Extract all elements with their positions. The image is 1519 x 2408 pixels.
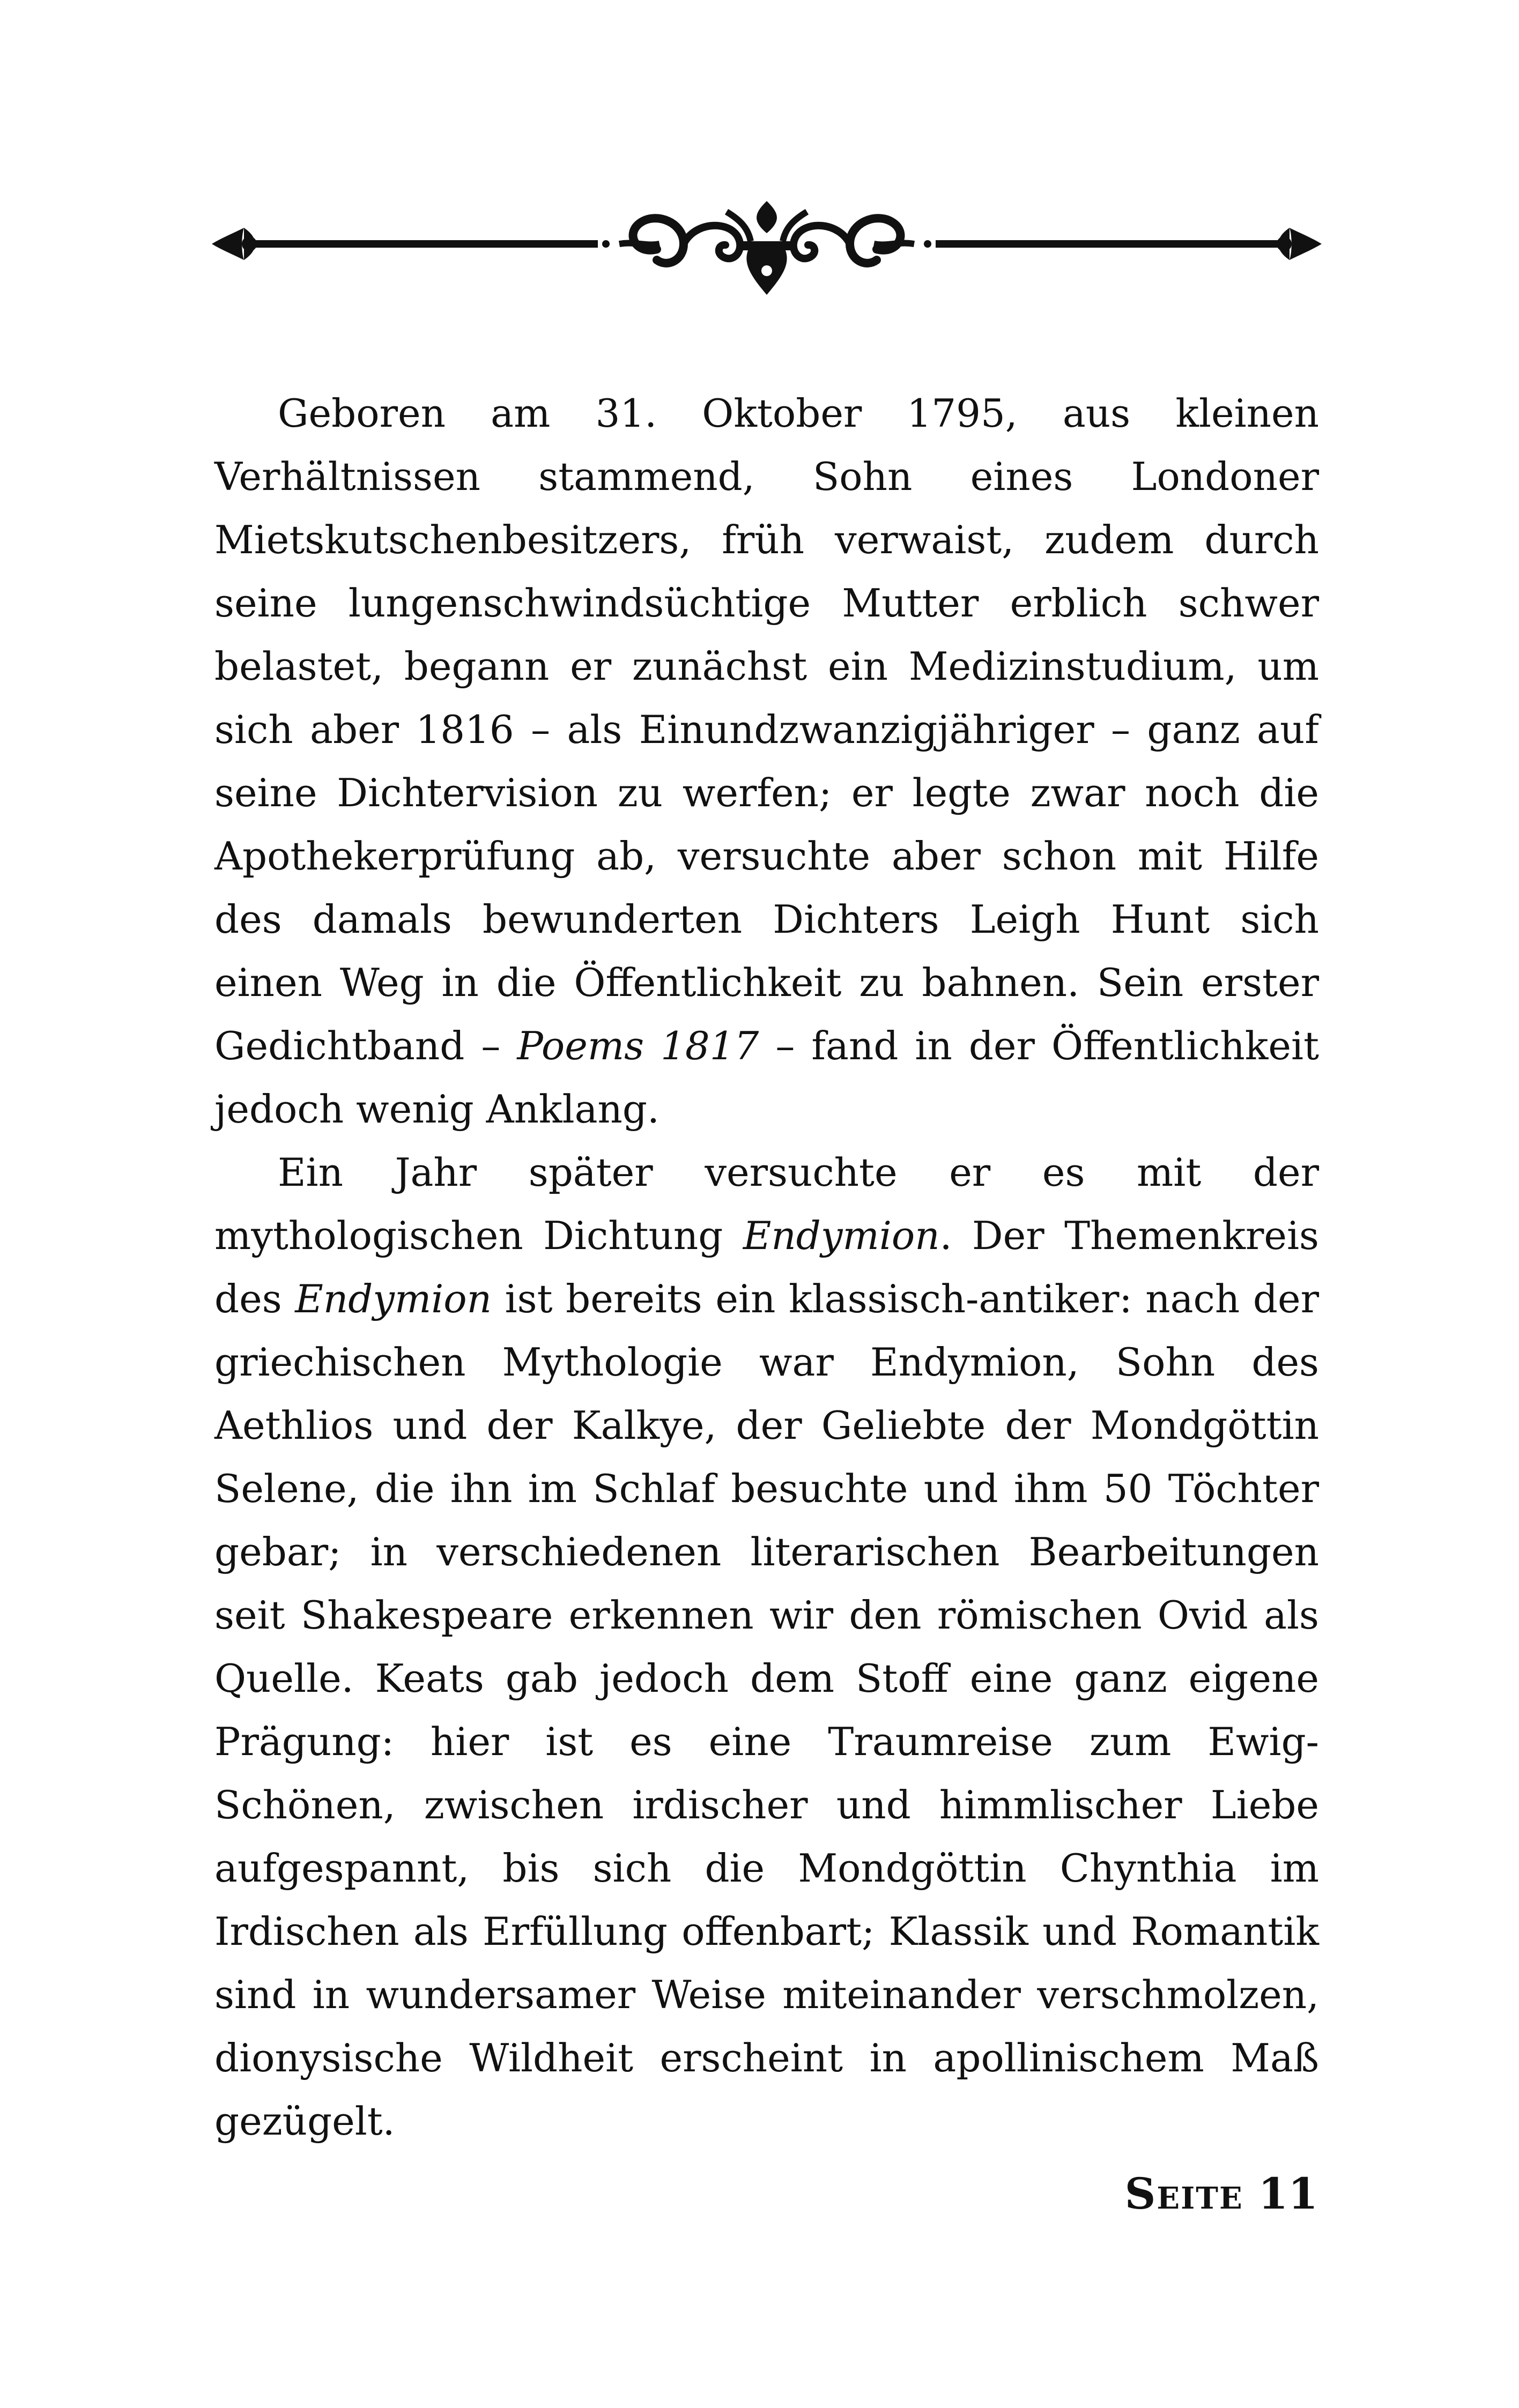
text-run: – fand in der Öffentlichkeit jedoch wenig Anklang. xyxy=(214,1023,1320,1132)
text-run: . Der Themenkreis des xyxy=(214,1213,1319,1321)
paragraph xyxy=(214,1141,1319,2153)
paragraph xyxy=(214,382,1319,1141)
page-number xyxy=(1125,2167,1318,2220)
italic-title: Endymion xyxy=(743,1213,940,1258)
text-run: ist bereits ein klassisch-antiker: nach der griechischen Mythologie war Endymion, Sohn des Aethlios und der Kalkye, der Geliebte der Mondgöttin Selene, die ihn im Schlaf besuchte und ihm 50 Töchter gebar; in verschiedenen literarischen Bearbeitungen seit Shakespeare erkennen wir den römischen Ovid als Quelle. Keats gab jedoch dem Stoff eine ganz eigene Prägung: hier ist es eine Traumreise zum Ewig-Schönen, zwischen irdischer und himmlischer Liebe aufgespannt, bis sich die Mondgöttin Chynthia im Irdischen als Erfüllung offenbart; Klassik und Romantik sind in wundersamer Weise miteinander verschmolzen, dionysische Wildheit erscheint in apollinischem Maß gezügelt. xyxy=(214,1276,1319,2144)
page-number-value: 11 xyxy=(1258,2168,1318,2219)
scroll-divider-icon xyxy=(212,190,1322,303)
page-label: Seite xyxy=(1124,2168,1243,2219)
italic-title: Endymion xyxy=(295,1276,492,1321)
body-text xyxy=(214,382,1319,2153)
text-run: Ein Jahr später versuchte er es mit der mythologischen Dichtung xyxy=(214,1150,1319,1258)
text-run: Geboren am 31. Oktober 1795, aus kleinen Verhältnissen stammend, Sohn eines Londoner Mietskutschenbesitzers, früh verwaist, zudem durch seine lungenschwindsüchtige Mutter erblich schwer belastet, begann er zunächst ein Medizinstudium, um sich aber 1816 – als Einundzwanzigjähriger – ganz auf seine Dichtervision zu werfen; er legte zwar noch die Apothekerprüfung ab, versuchte aber schon mit Hilfe des damals bewunderten Dichters Leigh Hunt sich einen Weg in die Öffentlichkeit zu bahnen. Sein erster Gedichtband – xyxy=(214,391,1319,1068)
italic-title: Poems 1817 xyxy=(517,1023,759,1068)
